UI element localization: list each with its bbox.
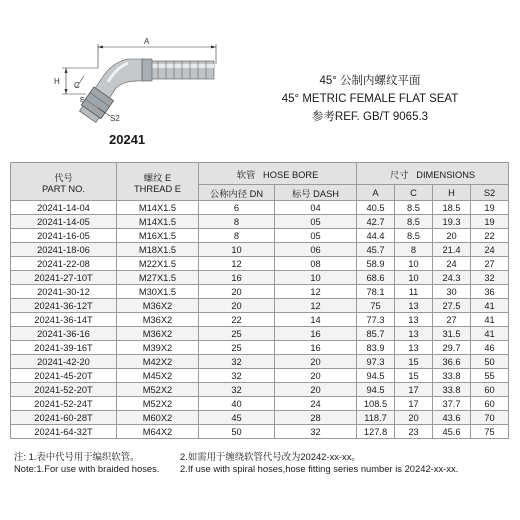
cell-s2: 41 [471, 327, 509, 341]
cell-s2: 60 [471, 397, 509, 411]
cell-dn: 45 [199, 411, 275, 425]
cell-h: 21.4 [433, 243, 471, 257]
table-row [11, 299, 509, 313]
cell-dn: 20 [199, 285, 275, 299]
cell-thread: M36X2 [117, 327, 199, 341]
cell-s2: 22 [471, 229, 509, 243]
part-code: 20241 [109, 132, 146, 147]
notes [14, 451, 458, 475]
header-h: H [433, 185, 471, 201]
cell-part: 20241-42-20 [11, 355, 117, 369]
cell-a: 108.5 [357, 397, 395, 411]
cell-s2: 19 [471, 201, 509, 215]
cell-part: 20241-64-32T [11, 425, 117, 439]
cell-thread: M45X2 [117, 369, 199, 383]
cell-thread: M16X1.5 [117, 229, 199, 243]
header-dash: 标号 DASH [275, 185, 357, 201]
cell-a: 83.9 [357, 341, 395, 355]
cell-c: 11 [395, 285, 433, 299]
cell-part: 20241-30-12 [11, 285, 117, 299]
cell-s2: 32 [471, 271, 509, 285]
note-en-1: Note:1.For use with braided hoses. [14, 463, 160, 474]
note-cn-2: 2.如需用于缠绕软管代号改为20242-xx-xx。 [180, 451, 361, 462]
cell-s2: 41 [471, 313, 509, 327]
cell-s2: 55 [471, 369, 509, 383]
header-c: C [395, 185, 433, 201]
dim-s2-label: S2 [110, 114, 120, 123]
cell-dash: 12 [275, 299, 357, 313]
cell-dash: 20 [275, 355, 357, 369]
cell-dn: 40 [199, 397, 275, 411]
cell-h: 43.6 [433, 411, 471, 425]
table-row [11, 243, 509, 257]
cell-thread: M52X2 [117, 397, 199, 411]
dim-c-label: C [74, 81, 80, 90]
cell-a: 77.3 [357, 313, 395, 327]
cell-s2: 60 [471, 383, 509, 397]
cell-dash: 28 [275, 411, 357, 425]
table-row [11, 327, 509, 341]
cell-thread: M14X1.5 [117, 215, 199, 229]
cell-dash: 05 [275, 229, 357, 243]
dim-a-label: A [144, 37, 150, 46]
note-en-2: 2.If use with spiral hoses,hose fitting series number is 20242-xx-xx. [180, 463, 459, 474]
title-cn: 45° 公制内螺纹平面 [319, 75, 421, 87]
table-row [11, 355, 509, 369]
cell-dash: 32 [275, 425, 357, 439]
cell-dn: 25 [199, 341, 275, 355]
cell-dash: 10 [275, 271, 357, 285]
cell-thread: M27X1.5 [117, 271, 199, 285]
cell-c: 17 [395, 397, 433, 411]
cell-dn: 16 [199, 271, 275, 285]
cell-part: 20241-60-28T [11, 411, 117, 425]
cell-a: 58.9 [357, 257, 395, 271]
table-row [11, 369, 509, 383]
cell-part: 20241-39-16T [11, 341, 117, 355]
cell-c: 15 [395, 355, 433, 369]
cell-part: 20241-52-20T [11, 383, 117, 397]
cell-thread: M60X2 [117, 411, 199, 425]
cell-dash: 20 [275, 369, 357, 383]
cell-h: 18.5 [433, 201, 471, 215]
cell-part: 20241-36-14T [11, 313, 117, 327]
table-row [11, 201, 509, 215]
cell-a: 97.3 [357, 355, 395, 369]
title-ref: 参考REF. GB/T 9065.3 [311, 111, 429, 123]
cell-h: 33.8 [433, 383, 471, 397]
spec-table-body [11, 201, 509, 439]
cell-s2: 41 [471, 299, 509, 313]
cell-dn: 10 [199, 243, 275, 257]
table-row [11, 257, 509, 271]
cell-s2: 46 [471, 341, 509, 355]
cell-part: 20241-27-10T [11, 271, 117, 285]
cell-dn: 12 [199, 257, 275, 271]
table-row [11, 229, 509, 243]
table-row [11, 341, 509, 355]
header-dimensions: 尺寸 DIMENSIONS [357, 163, 509, 185]
cell-dash: 08 [275, 257, 357, 271]
cell-dash: 12 [275, 285, 357, 299]
cell-a: 127.8 [357, 425, 395, 439]
cell-part: 20241-14-05 [11, 215, 117, 229]
cell-h: 19.3 [433, 215, 471, 229]
cell-s2: 24 [471, 243, 509, 257]
cell-dn: 32 [199, 369, 275, 383]
cell-c: 20 [395, 411, 433, 425]
cell-thread: M14X1.5 [117, 201, 199, 215]
header-hose-bore: 软管 HOSE BORE [199, 163, 357, 185]
table-row [11, 425, 509, 439]
cell-part: 20241-16-05 [11, 229, 117, 243]
cell-c: 8.5 [395, 201, 433, 215]
cell-a: 118.7 [357, 411, 395, 425]
cell-dash: 16 [275, 327, 357, 341]
cell-dash: 14 [275, 313, 357, 327]
cell-h: 29.7 [433, 341, 471, 355]
cell-part: 20241-22-08 [11, 257, 117, 271]
cell-c: 23 [395, 425, 433, 439]
cell-c: 8.5 [395, 215, 433, 229]
cell-part: 20241-14-04 [11, 201, 117, 215]
header-part-no: 代号 PART NO. [11, 163, 117, 201]
spec-table [10, 162, 509, 439]
table-row [11, 383, 509, 397]
cell-a: 68.6 [357, 271, 395, 285]
cell-thread: M64X2 [117, 425, 199, 439]
table-row [11, 313, 509, 327]
cell-thread: M36X2 [117, 299, 199, 313]
cell-part: 20241-45-20T [11, 369, 117, 383]
cell-part: 20241-36-12T [11, 299, 117, 313]
cell-c: 13 [395, 299, 433, 313]
cell-a: 45.7 [357, 243, 395, 257]
header-s2: S2 [471, 185, 509, 201]
cell-c: 10 [395, 271, 433, 285]
cell-thread: M36X2 [117, 313, 199, 327]
cell-dn: 50 [199, 425, 275, 439]
note-cn-1: 注: 1.表中代号用于编织软管。 [14, 451, 140, 462]
cell-dn: 32 [199, 355, 275, 369]
cell-thread: M52X2 [117, 383, 199, 397]
header-dn: 公称内径 DN [199, 185, 275, 201]
cell-dn: 8 [199, 229, 275, 243]
cell-part: 20241-18-06 [11, 243, 117, 257]
title-block [255, 72, 485, 126]
cell-c: 17 [395, 383, 433, 397]
cell-dn: 22 [199, 313, 275, 327]
cell-h: 33.8 [433, 369, 471, 383]
cell-c: 8.5 [395, 229, 433, 243]
cell-s2: 27 [471, 257, 509, 271]
cell-part: 20241-52-24T [11, 397, 117, 411]
table-row [11, 285, 509, 299]
header-a: A [357, 185, 395, 201]
cell-dash: 24 [275, 397, 357, 411]
cell-dn: 20 [199, 299, 275, 313]
cell-dash: 04 [275, 201, 357, 215]
cell-thread: M39X2 [117, 341, 199, 355]
table-row [11, 271, 509, 285]
cell-a: 40.5 [357, 201, 395, 215]
cell-s2: 70 [471, 411, 509, 425]
cell-thread: M30X1.5 [117, 285, 199, 299]
cell-h: 36.6 [433, 355, 471, 369]
cell-dash: 16 [275, 341, 357, 355]
cell-a: 44.4 [357, 229, 395, 243]
cell-dash: 20 [275, 383, 357, 397]
cell-a: 94.5 [357, 369, 395, 383]
cell-h: 30 [433, 285, 471, 299]
cell-s2: 19 [471, 215, 509, 229]
cell-s2: 36 [471, 285, 509, 299]
table-row [11, 397, 509, 411]
table-row [11, 411, 509, 425]
cell-a: 42.7 [357, 215, 395, 229]
cell-c: 13 [395, 313, 433, 327]
cell-h: 37.7 [433, 397, 471, 411]
cell-dn: 25 [199, 327, 275, 341]
cell-s2: 75 [471, 425, 509, 439]
cell-h: 24.3 [433, 271, 471, 285]
thread-e-mark: E [80, 97, 85, 104]
cell-a: 78.1 [357, 285, 395, 299]
header-thread: 螺纹 E THREAD E [117, 163, 199, 201]
cell-a: 85.7 [357, 327, 395, 341]
cell-h: 27 [433, 313, 471, 327]
cell-h: 45.6 [433, 425, 471, 439]
cell-part: 20241-36-16 [11, 327, 117, 341]
cell-dash: 06 [275, 243, 357, 257]
cell-dash: 05 [275, 215, 357, 229]
cell-dn: 8 [199, 215, 275, 229]
cell-h: 31.5 [433, 327, 471, 341]
title-en: 45° METRIC FEMALE FLAT SEAT [281, 93, 459, 105]
cell-thread: M42X2 [117, 355, 199, 369]
cell-s2: 50 [471, 355, 509, 369]
cell-c: 8 [395, 243, 433, 257]
cell-h: 20 [433, 229, 471, 243]
cell-a: 94.5 [357, 383, 395, 397]
dim-h-label: H [54, 77, 60, 86]
cell-dn: 32 [199, 383, 275, 397]
cell-c: 10 [395, 257, 433, 271]
cell-c: 13 [395, 327, 433, 341]
cell-c: 13 [395, 341, 433, 355]
table-row [11, 215, 509, 229]
cell-thread: M22X1.5 [117, 257, 199, 271]
hose-tail [142, 59, 214, 81]
cell-h: 27.5 [433, 299, 471, 313]
cell-a: 75 [357, 299, 395, 313]
fitting-drawing [40, 30, 240, 140]
cell-dn: 6 [199, 201, 275, 215]
cell-c: 15 [395, 369, 433, 383]
cell-thread: M18X1.5 [117, 243, 199, 257]
cell-h: 24 [433, 257, 471, 271]
